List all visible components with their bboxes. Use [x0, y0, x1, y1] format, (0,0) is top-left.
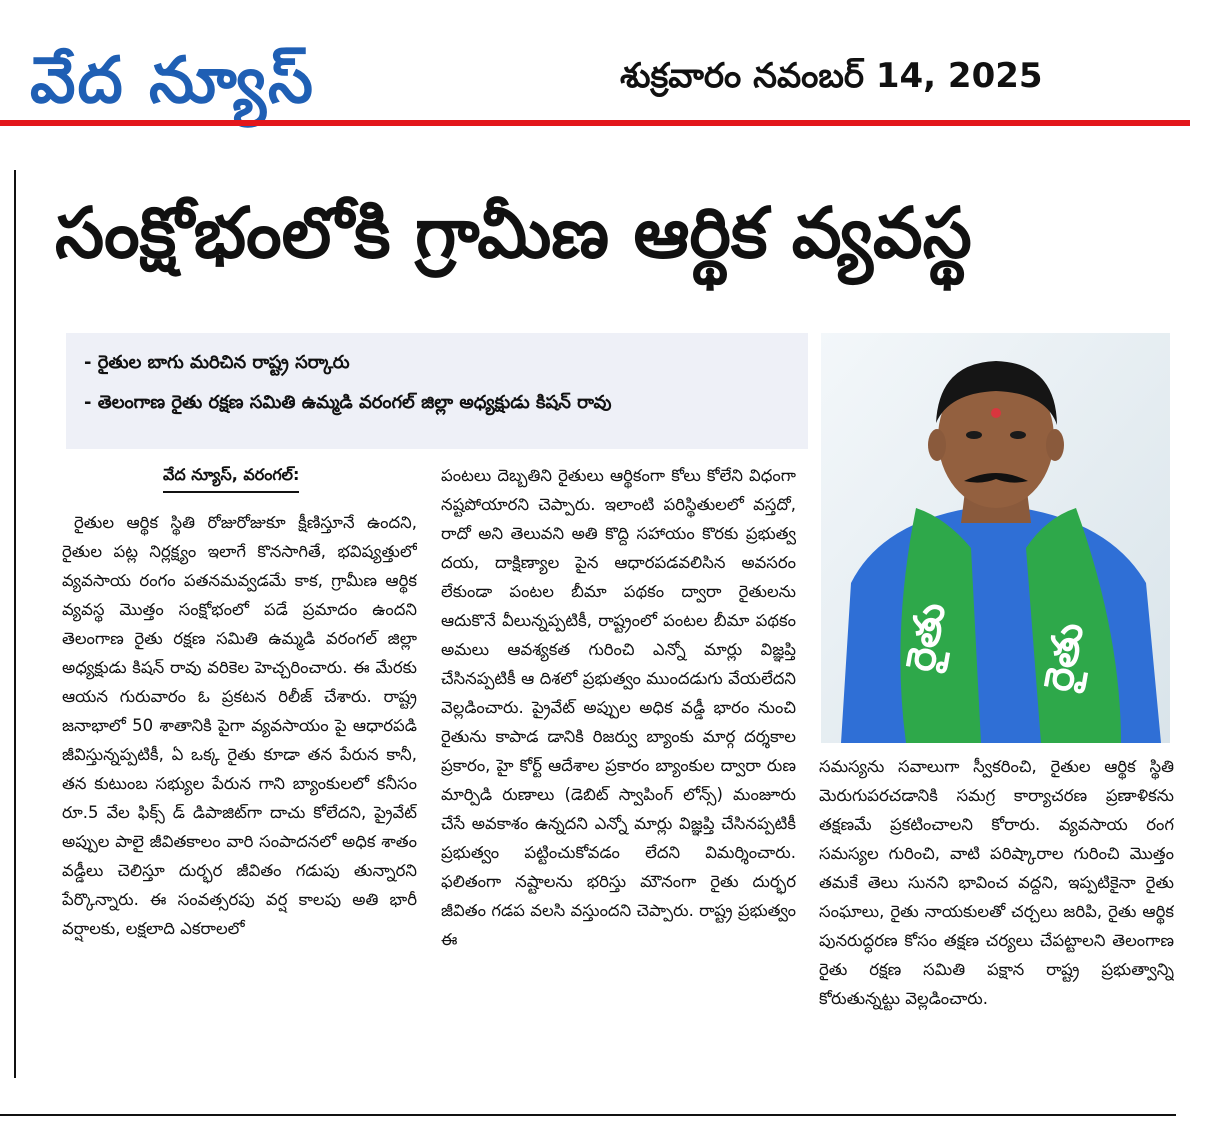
publication-date: శుక్రవారం నవంబర్ 14, 2025: [620, 56, 1043, 96]
subhead-2: - తెలంగాణ రైతు రక్షణ సమితి ఉమ్మడి వరంగల్ జిల్లా అధ్యక్షుడు కిషన్ రావు: [84, 392, 612, 413]
subhead-1: - రైతుల బాగు మరిచిన రాష్ట్ర సర్కారు: [84, 352, 350, 373]
portrait-illustration: [821, 333, 1170, 743]
portrait-photo: [821, 333, 1170, 743]
bottom-divider: [0, 1114, 1176, 1116]
scarf-text-right: రైతు: [1035, 619, 1093, 695]
article-column-3: సమస్యను సవాలుగా స్వీకరించి, రైతుల ఆర్థిక స్థితి మెరుగుపరచడానికి సమగ్ర కార్యాచరణ ప్రణాళికను తక్షణమే ప్రకటించాలని కోరారు. వ్యవసాయ రంగ సమస్యల గురించి, వాటి పరిష్కారాల గురించి మొత్తం తమకే తెలు సునని భావించ వద్దని, ఇప్పటికైనా రైతు సంఘాలు, రైతు నాయకులతో చర్చలు జరిపి, రైతు ఆర్థిక పునరుద్ధరణ కోసం తక్షణ చర్యలు చేపట్టాలని తెలంగాణ రైతు రక్షణ సమితి పక్షాన రాష్ట్ర ప్రభుత్వాన్ని కోరుతున్నట్టు వెల్లడించారు.: [819, 757, 1174, 1008]
article-column-2: పంటలు దెబ్బతిని రైతులు ఆర్థికంగా కోలు కోలేని విధంగా నష్టపోయారని చెప్పారు. ఇలాంటి పరిస్థితులలో వస్తదో, రాదో అని తెలువని అతి కొద్ది సహాయం కొరకు ప్రభుత్వ దయ, దాక్షిణ్యాల పైన ఆధారపడవలిసిన అవసరం లేకుండా పంటల బీమా పథకం ద్వారా రైతులను ఆదుకొనే వీలున్నప్పటికీ, రాష్ట్రంలో పంటల బీమా పథకం అమలు ఆవశ్యకత గురించి ఎన్నో మార్లు విజ్ఞప్తి చేసినప్పటికీ ఆ దిశలో ప్రభుత్వం ముందడుగు వేయలేదని వెల్లడించారు. ప్రైవేట్ అప్పుల అధిక వడ్డీ భారం నుంచి రైతును కాపాడ డానికి రిజర్వు బ్యాంకు మార్గ దర్శకాల ప్రకారం, హై కోర్ట్ ఆదేశాల ప్రకారం బ్యాంకుల ద్వారా రుణ మార్పిడి రుణాలు (డెబిట్ స్వాపింగ్ లోన్స్) మంజూరు చేసే అవకాశం ఉన్నదని ఎన్నో మార్లు విజ్ఞప్తి చేసినప్పటికీ ప్రభుత్వం పట్టించుకోవడం లేదని విమర్శించారు. ఫలితంగా నష్టాలను భరిస్తు మౌనంగా రైతు దుర్భర జీవితం గడప వలసి వస్తుందని చెప్పారు. రాష్ట్ర ప్రభుత్వం ఈ: [441, 466, 796, 949]
masthead-title: వేద న్యూస్: [30, 44, 315, 118]
page-border: [14, 170, 16, 1078]
byline: వేద న్యూస్, వరంగల్:: [163, 465, 299, 493]
subheads-box: [66, 333, 808, 449]
scarf-text: రైతు: [897, 599, 955, 675]
masthead-divider: [0, 120, 1190, 126]
article-headline: సంక్షోభంలోకి గ్రామీణ ఆర్థిక వ్యవస్థ: [55, 192, 972, 274]
article-column-1: రైతుల ఆర్థిక స్థితి రోజురోజుకూ క్షీణిస్తూనే ఉందని, రైతుల పట్ల నిర్లక్ష్యం ఇలాగే కొనసాగితే, భవిష్యత్తులో వ్యవసాయ రంగం పతనమవ్వడమే కాక, గ్రామీణ ఆర్థిక వ్యవస్థ మొత్తం సంక్షోభంలో పడే ప్రమాదం ఉందని తెలంగాణ రైతు రక్షణ సమితి ఉమ్మడి వరంగల్ జిల్లా అధ్యక్షుడు కిషన్ రావు వరికెల హెచ్చరించారు. ఈ మేరకు ఆయన గురువారం ఓ ప్రకటన రిలీజ్ చేశారు. రాష్ట్ర జనాభాలో 50 శాతానికి పైగా వ్యవసాయం పై ఆధారపడి జీవిస్తున్నప్పటికీ, ఏ ఒక్క రైతు కూడా తన పేరున కానీ, తన కుటుంబ సభ్యుల పేరున గాని బ్యాంకులలో కనీసం రూ.5 వేల ఫిక్స్ డ్ డిపాజిట్‌గా దాచు కోలేదని, ప్రైవేట్ అప్పుల పాలై జీవితకాలం వారి సంపాదనలో అధిక శాతం వడ్డీలు చెలిస్తూ దుర్భర జీవితం గడుపు తున్నారని పేర్కొన్నారు. ఈ సంవత్సరపు వర్ష కాలపు అతి భారీ వర్షాలకు, లక్షలాది ఎకరాలలో: [62, 513, 417, 938]
